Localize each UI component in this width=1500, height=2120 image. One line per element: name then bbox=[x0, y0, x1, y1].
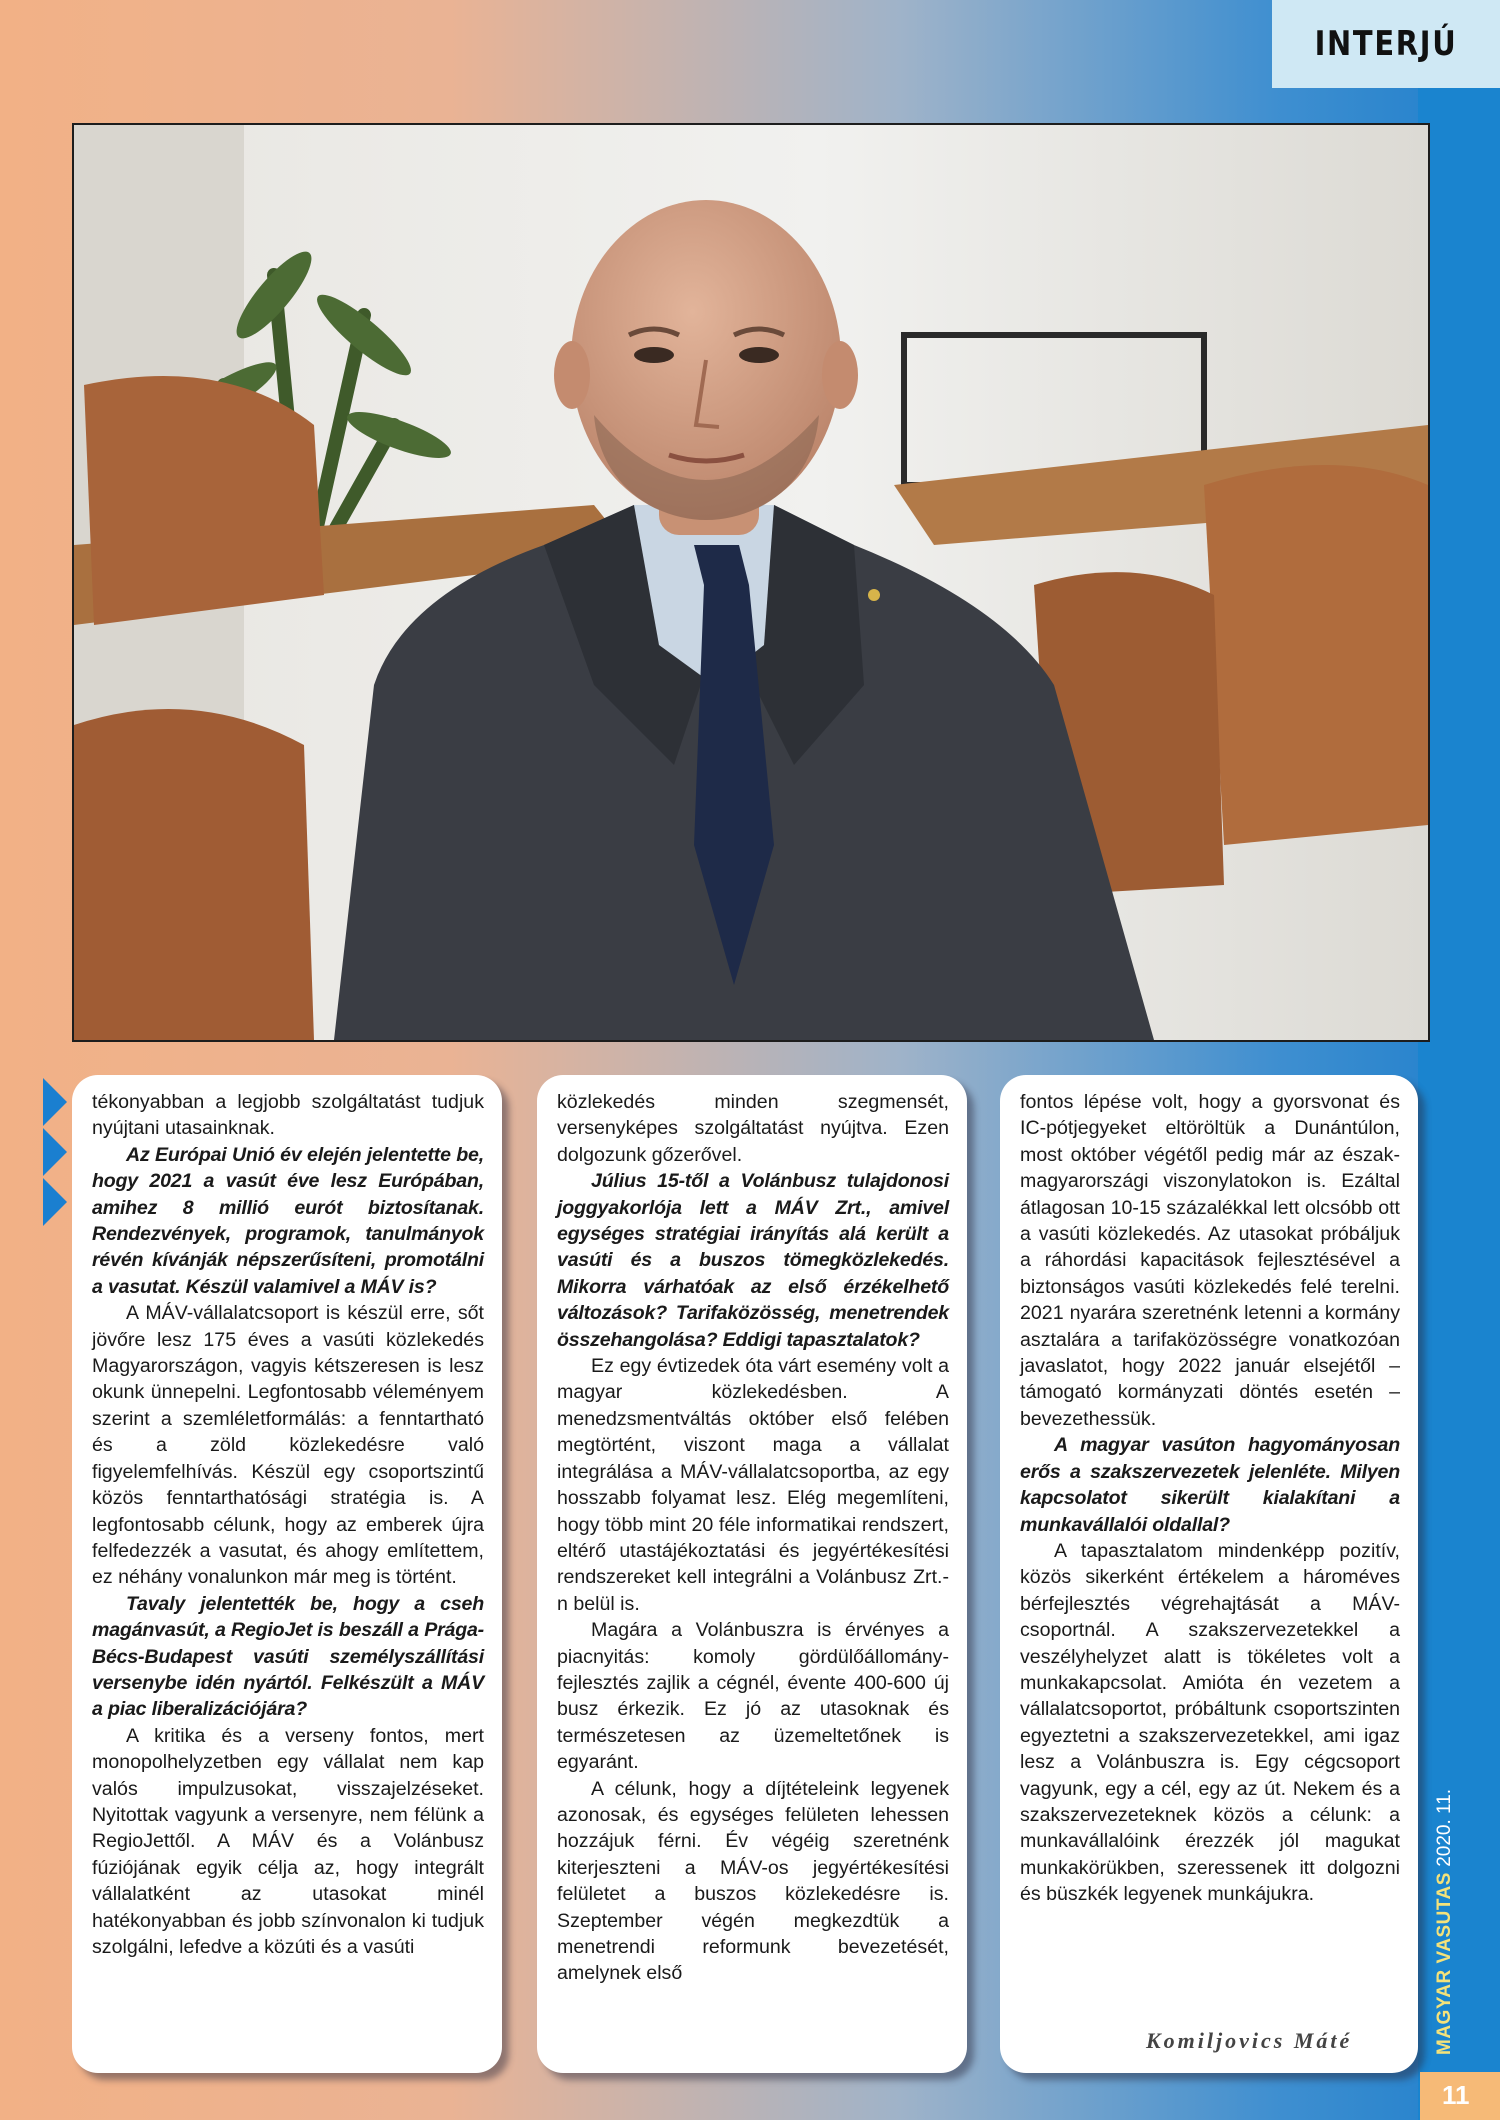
bullet-arrow-icon bbox=[43, 1128, 67, 1176]
paragraph: A tapasztalatom mindenképp pozitív, közös sikerként értékelem a hároméves bérfejlesztés végrehajtását a MÁV-csoportnál. A szakszervezetekkel a veszélyhelyzet alatt is tökéletes volt a munkakapcsolat. Amióta én vezetem a vállalatcsoportot, próbáltunk csoportszinten egyeztetni a szakszervezetekkel, ami igaz lesz a Volánbuszra is. Egy cégcsoport vagyunk, egy a cél, egy az út. Nekem és a szakszervezeteknek közös a célunk: a munkavállalóink érezzék jól magukat munkakörükben, szeressenek itt dolgozni és büszkék legyenek munkájukra. bbox=[1020, 1539, 1400, 1906]
magazine-issue-label bbox=[1434, 1789, 1456, 2055]
interview-question: Az Európai Unió év elején jelentette be, hogy 2021 a vasút éve lesz Európában, amihez 8 millió eurót biztosítanak. Rendezvények, programok, tanulmányok révén kívánják népszerűsíteni, promotálni a vasutat. Készül valamivel a MÁV is? bbox=[92, 1143, 484, 1298]
paragraph: A célunk, hogy a díjtételeink legyenek azonosak, és egységes felületen lehessen hozzájuk férni. Év végéig szeretnénk kiterjeszteni a MÁV-os jegyértékesítési felületet a buszos közlekedésre is. Szeptember végén megkezdtük a menetrendi reformunk bevezetését, amelynek első bbox=[557, 1777, 949, 1985]
section-tab bbox=[1272, 0, 1500, 88]
magazine-name: MAGYAR VASUTAS bbox=[1434, 1872, 1455, 2055]
paragraph: fontos lépése volt, hogy a gyorsvonat és IC-pótjegyeket eltöröltük a Dunántúlon, most október végétől pedig már az észak-magyarországi viszonylatokon is. Ezáltal átlagosan 10-15 százalékkal lett olcsóbb ott a vasúti közlekedés. Az utasokat próbáljuk a ráhordási kapacitások fejlesztésével a biztonságos vasúti közlekedés felé terelni. 2021 nyarára szeretnénk letenni a kormány asztalára a tarifaközösségre vonatkozóan javaslatot, hogy 2022 január elsejétől – támogató kormányzati döntés esetén – bevezethessük. bbox=[1020, 1091, 1400, 1430]
paragraph: A kritika és a verseny fontos, mert monopolhelyzetben egy vállalat nem kap valós impulzusokat, visszajelzéseket. Nyitottak vagyunk a versenyre, nem félünk a RegioJettől. A MÁV és a Volánbusz fúziójának egyik célja az, hogy integrált vállalatként az utasokat minél hatékonyabban és jobb színvonalon ki tudjuk szolgálni, lefedve a közúti és a vasúti bbox=[92, 1724, 484, 1958]
portrait-photo bbox=[72, 123, 1430, 1042]
page-number: 11 bbox=[1442, 2080, 1470, 2110]
right-color-strip bbox=[1418, 88, 1500, 2120]
paragraph: tékonyabban a legjobb szolgáltatást tudjuk nyújtani utasainknak. bbox=[92, 1091, 484, 1140]
issue-date: 2020. 11. bbox=[1434, 1788, 1455, 1867]
bullet-arrow-icon bbox=[43, 1178, 67, 1226]
interview-question: A magyar vasúton hagyományosan erős a szakszervezetek jelenléte. Milyen kapcsolatot sikerült kialakítani a munkavállalói oldallal? bbox=[1020, 1434, 1400, 1536]
paragraph: Ez egy évtizedek óta várt esemény volt a magyar közlekedésben. A menedzsmentváltás október első felében megtörtént, viszont maga a vállalat integrálása a MÁV-vállalatcsoportba, az egy hosszabb folyamat lesz. Elég megemlíteni, hogy több mint 20 féle informatikai rendszert, eltérő utastájékoztatási és jegyértékesítési rendszereket kell integrálni a Volánbusz Zrt.-n belül is. bbox=[557, 1355, 949, 1615]
page-number-box bbox=[1420, 2072, 1500, 2120]
paragraph: A MÁV-vállalatcsoport is készül erre, sőt jövőre lesz 175 éves a vasúti közlekedés Magyarországon, vagyis kétszeresen is lesz okunk ünnepelni. Legfontosabb véleményem szerint a szemléletformálás: a fenntartható és a zöld közlekedésre való figyelemfelhívás. Készül egy csoportszintű közös fenntarthatósági stratégia is. A legfontosabb célunk, hogy az emberek újra felfedezzék a vasutat, és ahogy említettem, ez néhány vonalunkon már meg is történt. bbox=[92, 1302, 484, 1589]
interview-question: Tavaly jelentették be, hogy a cseh magánvasút, a RegioJet is beszáll a Prága-Bécs-Budapest vasúti személyszállítási versenybe idén nyártól. Felkészült a MÁV a piac liberalizációjára? bbox=[92, 1592, 484, 1721]
text-column-2 bbox=[537, 1075, 967, 2073]
paragraph: közlekedés minden szegmensét, versenyképes szolgáltatást nyújtva. Ezen dolgozunk gőzerővel. bbox=[557, 1091, 949, 1166]
paragraph: Magára a Volánbuszra is érvényes a piacnyitás: komoly gördülőállomány-fejlesztés zajlik a cégnél, évente 400-600 új busz érkezik. Ez jó az utasoknak és természetesen az üzemeltetőnek is egyaránt. bbox=[557, 1619, 949, 1774]
text-column-3 bbox=[1000, 1075, 1418, 2073]
interview-question: Július 15-től a Volánbusz tulajdonosi joggyakorlója lett a MÁV Zrt., amivel egységes stratégiai irányítás alá került a vasúti és a buszos tömegközlekedés. Mikorra várhatóak az első érzékelhető változások? Tarifaközösség, menetrendek összehangolása? Eddigi tapasztalatok? bbox=[557, 1170, 949, 1351]
section-title: INTERJÚ bbox=[1314, 24, 1458, 64]
text-column-1 bbox=[72, 1075, 502, 2073]
author-signature: Komiljovics Máté bbox=[1146, 2028, 1353, 2053]
bullet-arrow-icon bbox=[43, 1078, 67, 1126]
